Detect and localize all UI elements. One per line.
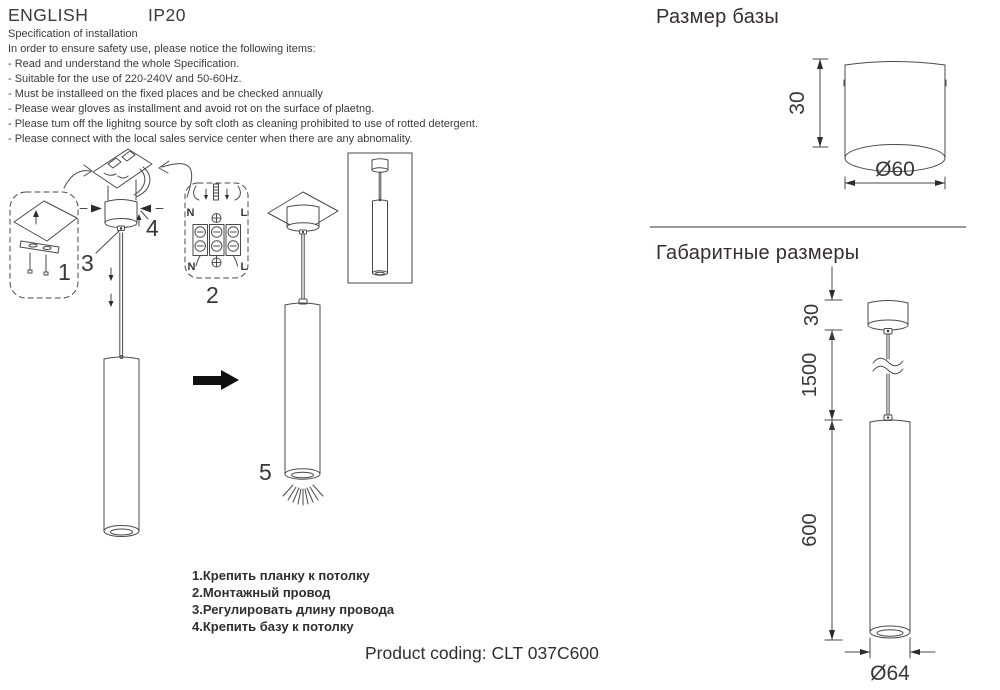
overall-size-title: Габаритные размеры bbox=[656, 242, 860, 264]
curved-arrow-right-icon bbox=[159, 161, 192, 197]
curved-arrow-left-icon bbox=[64, 165, 92, 188]
assembly-step: 3.Регулировать длину провода bbox=[192, 602, 395, 617]
terminal-l-bottom-label: L bbox=[240, 261, 248, 273]
step-4-label: 4 bbox=[146, 215, 159, 241]
bottom-diameter-dimension bbox=[845, 638, 935, 685]
base-cylinder bbox=[844, 62, 946, 172]
light-rays-icon bbox=[283, 485, 323, 505]
ceiling-plate-assembly bbox=[80, 149, 163, 276]
spec-item: - Please tum off the lighitng source by soft cloth as cleaning prohibited to use of rotted detergent. bbox=[8, 118, 479, 130]
spec-intro: In order to ensure safety use, please notice the following items: bbox=[8, 43, 316, 55]
body-length-dimension: 600 bbox=[799, 513, 821, 547]
step1-bracket-box bbox=[10, 192, 78, 298]
spec-title: Specification of installation bbox=[8, 28, 138, 40]
assembly-step: 1.Крепить планку к потолку bbox=[192, 568, 370, 583]
assembly-step: 2.Монтажный провод bbox=[192, 585, 331, 600]
transition-arrow-icon bbox=[193, 370, 239, 390]
section-divider bbox=[650, 226, 966, 228]
spec-item: - Must be installeed on the fixed places and be checked annually bbox=[8, 88, 323, 100]
step-2-label: 2 bbox=[206, 282, 219, 308]
vertical-dimension-chain bbox=[799, 267, 842, 640]
height-dimension bbox=[786, 59, 828, 147]
pendant-before bbox=[104, 233, 139, 537]
step-5-label: 5 bbox=[259, 459, 272, 485]
spec-item: - Suitable for the use of 220-240V and 50-60Hz. bbox=[8, 73, 242, 85]
product-coding: Product coding: CLT 037C600 bbox=[365, 643, 599, 663]
overall-size-drawing bbox=[780, 260, 960, 690]
terminal-n-bottom-label: N bbox=[187, 261, 196, 273]
base-diameter-dimension: Ø60 bbox=[875, 158, 915, 181]
pendant-after bbox=[259, 192, 338, 505]
cord-length-dimension: 1500 bbox=[799, 352, 821, 398]
base-size-title: Размер базы bbox=[656, 6, 780, 28]
step-3-label: 3 bbox=[81, 250, 94, 276]
assembly-steps-list bbox=[192, 567, 394, 635]
spec-item: - Please wear gloves as installment and avoid rot on the surface of plaetng. bbox=[8, 103, 375, 115]
ip-rating-label: IP20 bbox=[148, 5, 186, 25]
step-1-label: 1 bbox=[58, 259, 71, 285]
terminal-n-top-label: N bbox=[186, 207, 195, 219]
installation-diagram bbox=[0, 140, 470, 560]
spec-item: - Please connect with the local sales service center when there are any abnomality. bbox=[8, 133, 413, 145]
product-thumbnail-frame bbox=[348, 153, 412, 283]
tube-diameter-dimension: Ø64 bbox=[870, 662, 910, 685]
base-height-dimension: 30 bbox=[786, 91, 809, 115]
specification-block bbox=[8, 27, 478, 147]
assembly-step: 4.Крепить базу к потолку bbox=[192, 619, 354, 634]
canopy-height-dimension: 30 bbox=[801, 303, 823, 327]
pendant-outline bbox=[868, 301, 910, 639]
base-size-drawing bbox=[780, 40, 980, 205]
language-label: ENGLISH bbox=[8, 5, 89, 25]
spec-item: - Read and understand the whole Specification. bbox=[8, 58, 240, 70]
terminal-l-top-label: L bbox=[240, 207, 248, 219]
step2-terminal-box bbox=[185, 183, 248, 308]
